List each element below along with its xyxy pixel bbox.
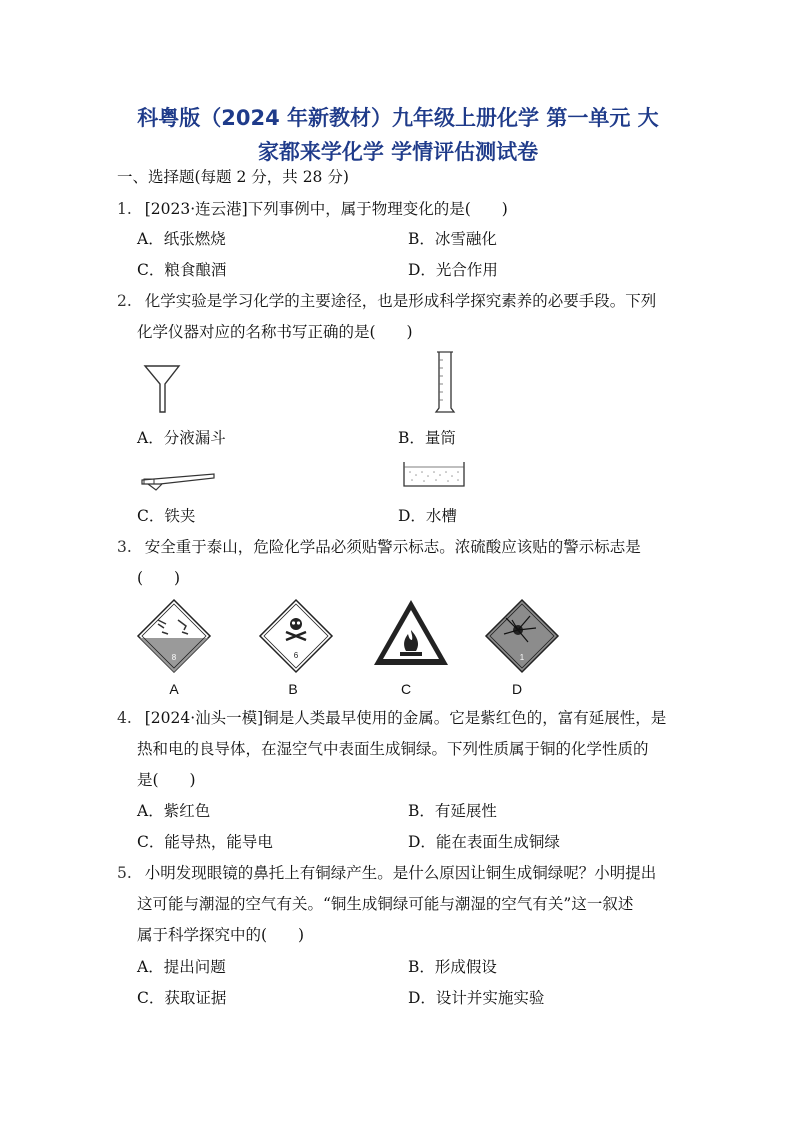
question-2-line-2: 化学仪器对应的名称书写正确的是( ) <box>137 323 413 341</box>
question-4-line-3: 是( ) <box>137 771 196 789</box>
q5-option-a[interactable]: A．提出问题 <box>137 958 226 976</box>
question-2 <box>117 291 656 311</box>
sign-label-a: A <box>169 681 179 697</box>
question-5-line-3: 属于科学探究中的( ) <box>137 926 305 944</box>
question-number: 5. <box>117 864 132 882</box>
flammable-sign-icon[interactable] <box>372 598 450 668</box>
exam-title-line-1: 科粤版（2024 年新教材）九年级上册化学 第一单元 大 <box>137 106 659 130</box>
question-text: 化学实验是学习化学的主要途径，也是形成科学探究素养的必要手段。下列 <box>144 292 657 310</box>
q2-option-b[interactable]: B．量筒 <box>398 429 456 447</box>
sign-label-b: B <box>288 681 298 697</box>
q1-option-d[interactable]: D．光合作用 <box>408 261 498 279</box>
water-trough-image <box>402 460 466 488</box>
q1-option-c[interactable]: C．粮食酿酒 <box>137 261 227 279</box>
question-5-line-2: 这可能与潮湿的空气有关。“铜生成铜绿可能与潮湿的空气有关”这一叙述 <box>137 895 634 913</box>
question-4 <box>117 708 666 728</box>
sign-d-number: 1 <box>519 653 525 662</box>
q1-option-a[interactable]: A．纸张燃烧 <box>137 230 226 248</box>
sign-b-number: 6 <box>293 651 299 660</box>
question-5 <box>117 863 656 883</box>
crucible-tongs-image <box>140 470 220 494</box>
corrosive-sign-icon[interactable] <box>136 598 212 674</box>
question-number: 4. <box>117 709 132 727</box>
q5-option-b[interactable]: B．形成假设 <box>408 958 497 976</box>
q4-option-c[interactable]: C．能导热，能导电 <box>137 833 273 851</box>
question-4-line-2: 热和电的良导体，在湿空气中表面生成铜绿。下列性质属于铜的化学性质的 <box>137 740 649 758</box>
sign-a-number: 8 <box>171 653 177 662</box>
sign-label-c: C <box>400 681 412 697</box>
question-text: [2024·汕头一模]铜是人类最早使用的金属。它是紫红色的，富有延展性，是 <box>144 709 667 727</box>
question-text: 小明发现眼镜的鼻托上有铜绿产生。是什么原因让铜生成铜绿呢？小明提出 <box>144 864 657 882</box>
question-3 <box>117 537 641 557</box>
section-heading: 一、选择题(每题 2 分，共 28 分) <box>117 168 349 186</box>
q2-option-a[interactable]: A．分液漏斗 <box>137 429 226 447</box>
q2-option-c[interactable]: C．铁夹 <box>137 507 196 525</box>
question-1 <box>117 199 508 219</box>
question-3-line-2: ( ) <box>137 569 181 587</box>
question-text: [2023·连云港]下列事例中，属于物理变化的是( ) <box>144 200 508 218</box>
toxic-sign-icon[interactable] <box>258 598 334 674</box>
q5-option-c[interactable]: C．获取证据 <box>137 989 227 1007</box>
exam-title-line-2: 家都来学化学 学情评估测试卷 <box>257 140 539 164</box>
question-number: 3. <box>117 538 132 556</box>
q4-option-d[interactable]: D．能在表面生成铜绿 <box>408 833 560 851</box>
q4-option-a[interactable]: A．紫红色 <box>137 802 211 820</box>
funnel-image <box>143 364 183 414</box>
question-text: 安全重于泰山，危险化学品必须贴警示标志。浓硫酸应该贴的警示标志是 <box>144 538 641 556</box>
q2-option-d[interactable]: D．水槽 <box>398 507 457 525</box>
q5-option-d[interactable]: D．设计并实施实验 <box>408 989 545 1007</box>
question-number: 2. <box>117 292 132 310</box>
graduated-cylinder-image <box>434 350 458 414</box>
q4-option-b[interactable]: B．有延展性 <box>408 802 497 820</box>
explosive-sign-icon[interactable] <box>484 598 560 674</box>
question-number: 1. <box>117 200 132 218</box>
q1-option-b[interactable]: B．冰雪融化 <box>408 230 497 248</box>
sign-label-d: D <box>511 681 523 697</box>
